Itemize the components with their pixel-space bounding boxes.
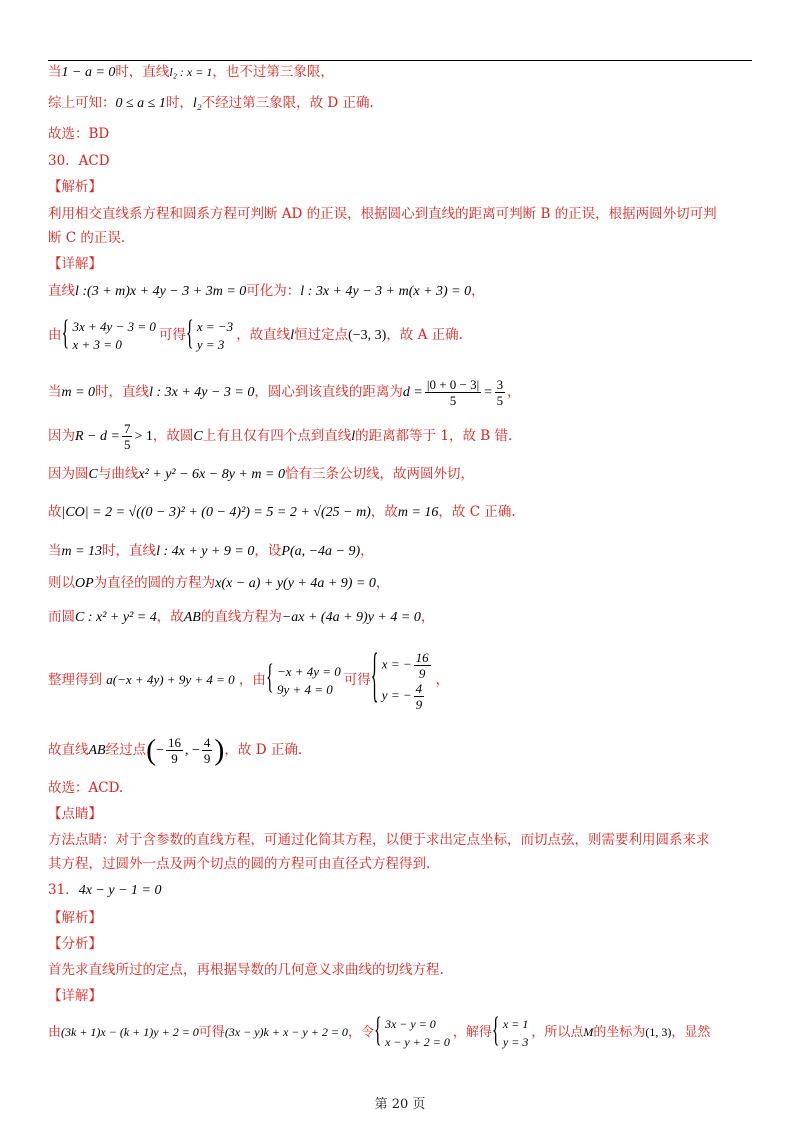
heading-tips: 【点睛】 [48,806,102,822]
distance-fraction: $\frac{|0 + 0 - 3|}{5}$ [426,377,480,408]
tips-text-1: 方法点睛：对于含参数的直线方程，可通过化简其方程，以便于求出定点坐标，而切点弦，则需要利用圆系来求 [48,832,710,848]
line-m-equals-13: 当m = 13时，直线l : 4x + y + 9 = 0，设P(a, −4a − 9)， [48,543,374,559]
line-op-circle: 则以OP为直径的圆的方程为x(x − a) + y(y + 4a + 9) = 0， [48,575,390,591]
heading-analysis: 【解析】 [48,179,102,195]
line-fixed-point: 由 { 3x + 4y − 3 = 0 x + 3 = 0 可得 { x = −3 y = 3 ，故直线l恒过定点(−3, 3)，故 A 正确. [48,314,463,357]
equation-system-3: { 3x − y = 0 x − y + 2 = 0 [377,1015,450,1051]
heading-analysis-31: 【解析】 [48,910,102,926]
line-distance: 当m = 0时，直线l : 3x + 4y − 3 = 0，圆心到该直线的距离为d = $\frac{|0 + 0 - 3|}{5}$ = $\frac{3}{5}$ ， [48,377,521,408]
line-ab-equation: 而圆C : x² + y² = 4，故AB的直线方程为−ax + (4a + 9)y + 4 = 0， [48,609,435,625]
line-m-equals-16: 故|CO| = 2 = √((0 − 3)² + (0 − 4)²) = 5 = 2 + √(25 − m)，故m = 16，故 C 正确. [48,504,516,520]
point-y-fraction: $\frac{4}{9}$ [203,735,211,766]
point-x-fraction: $\frac{16}{9}$ [168,735,182,766]
equation-system-2: { −x + 4y = 0 9y + 4 = 0 [269,663,341,699]
analysis-text-2: 断 C 的正误. [48,230,126,246]
page-footer: 第 20 页 [374,1097,426,1112]
line-four-points: 因为R − d = $\frac{7}{5}$ > 1，故圆C上有且仅有四个点到直线l的距离都等于 1，故 B 错. [48,421,513,452]
top-rule [48,60,752,61]
tips-text-2: 其方程，过圆外一点及两个切点的圆的方程可由直径式方程得到. [48,856,431,872]
analysis-text-1: 利用相交直线系方程和圆系方程可判断 AD 的正误，根据圆心到直线的距离可判断 B 的正误，根据两圆外切可判 [48,206,717,222]
solution-system: { x = −3 y = 3 [189,318,233,354]
r-minus-d-fraction: $\frac{7}{5}$ [123,421,131,452]
solution-system-3: { x = 1 y = 3 [495,1015,528,1051]
line-solve-system: 整理得到 a(−x + 4y) + 9y + 4 = 0 ，由 { −x + 4y = 0 9y + 4 = 0 可得 { x = − $\frac{16}{9}$ y = − $\frac{4}{9}$ ， [48,640,449,720]
line-line-equation: 直线l :(3 + m)x + 4y − 3 + 3m = 0可化为：l : 3x + 4y − 3 + m(x + 3) = 0， [48,283,485,299]
line-fixed-point-m: 由(3k + 1)x − (k + 1)y + 2 = 0可得(3x − y)k + x − y + 2 = 0，令 { 3x − y = 0 x − y + 2 = 0 ，解得 { x = 1 y = 3 ，所以点M的坐标为(1, 3)，显然 [48,1011,710,1054]
answer-30: 故选：ACD. [48,780,124,796]
line-case-a-equals-1: 当1 − a = 0时，直线l₂ : x = 1，也不过第三象限， [48,64,334,80]
question-30-answer: 30．ACD [48,153,110,169]
heading-detail-31: 【详解】 [48,988,102,1004]
heading-analyze: 【分析】 [48,936,102,952]
solution-system-2: { x = − $\frac{16}{9}$ y = − $\frac{4}{9}$ [374,650,433,712]
line-three-tangents: 因为圆C与曲线x² + y² − 6x − 8y + m = 0恰有三条公切线，故两圆外切， [48,466,474,482]
heading-detail: 【详解】 [48,256,102,272]
line-conclusion-range: 综上可知：0 ≤ a ≤ 1时，l₂不经过第三象限，故 D 正确. [48,95,374,111]
question-31-answer: 31．4x − y − 1 = 0 [48,882,162,898]
equation-system: { 3x + 4y − 3 = 0 x + 3 = 0 [65,318,156,354]
line-ab-fixed-point: 故直线AB经过点(− $\frac{16}{9}$ , − $\frac{4}{9}$ )，故 D 正确. [48,733,303,767]
answer-29: 故选：BD [48,126,110,142]
result-fraction: $\frac{3}{5}$ [496,377,504,408]
analyze-text: 首先求直线所过的定点，再根据导数的几何意义求曲线的切线方程. [48,962,444,978]
